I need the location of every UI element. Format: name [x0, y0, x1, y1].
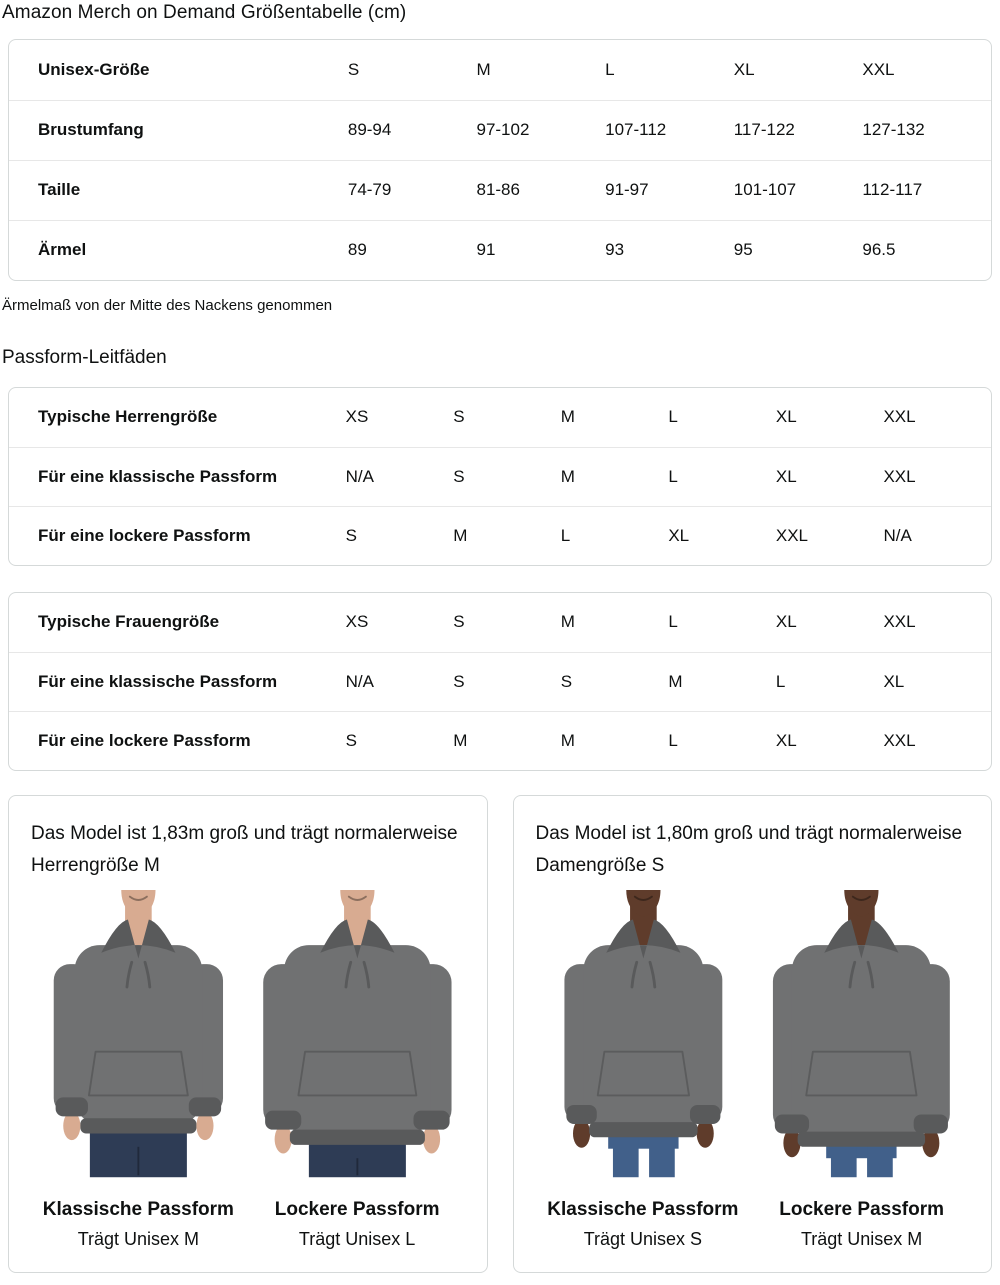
size-label: Trägt Unisex M	[77, 1228, 200, 1249]
size-cell: S	[453, 671, 465, 691]
size-cell: L	[668, 466, 678, 486]
unisex-size-table	[8, 39, 992, 281]
measure-cell: 96.5	[862, 240, 896, 260]
size-cell: L	[775, 671, 786, 691]
measure-cell: 74-79	[347, 180, 392, 200]
size-cell: S	[345, 525, 357, 545]
size-cell: L	[668, 407, 678, 427]
size-cell: M	[560, 612, 575, 632]
size-cell: L	[605, 59, 615, 79]
fit-guides-heading: Passform-Leitfäden	[2, 347, 167, 368]
size-cell: XS	[345, 407, 369, 427]
measure-cell: 93	[605, 240, 625, 260]
table-row	[9, 652, 991, 711]
size-cell: M	[476, 59, 491, 79]
size-cell: L	[560, 525, 571, 545]
size-cell: XXL	[883, 612, 916, 632]
fit-label: Klassische Passform	[547, 1198, 739, 1220]
model-figure	[29, 890, 248, 1250]
measure-cell: 101-107	[733, 180, 797, 200]
model-figure	[248, 890, 467, 1250]
measure-cell: 91	[476, 240, 496, 260]
model-photo-loose-women	[752, 890, 971, 1186]
table-row	[9, 388, 991, 447]
size-cell: XXL	[775, 525, 809, 545]
fit-label: Lockere Passform	[779, 1198, 944, 1220]
page-title: Amazon Merch on Demand Größentabelle (cm)	[2, 2, 407, 23]
size-cell: S	[453, 612, 465, 632]
size-cell: M	[560, 466, 575, 486]
size-cell: XL	[775, 466, 797, 486]
mens-model-card	[8, 795, 488, 1273]
size-cell: S	[453, 466, 465, 486]
table-row	[9, 40, 991, 100]
measure-cell: 91-97	[605, 180, 649, 200]
row-label: Unisex-Größe	[38, 59, 150, 79]
measure-cell: 89	[347, 240, 367, 260]
size-cell: N/A	[883, 525, 912, 545]
size-cell: XXL	[862, 59, 895, 79]
sleeve-measurement-note: Ärmelmaß von der Mitte des Nackens genommen	[2, 297, 333, 314]
table-row	[9, 160, 991, 220]
size-label: Trägt Unisex S	[583, 1228, 703, 1249]
model-photo-classic-men	[29, 890, 248, 1186]
table-row	[9, 100, 991, 160]
measure-cell: 107-112	[605, 120, 667, 140]
model-photo-classic-women	[534, 890, 753, 1186]
figure-caption	[29, 1199, 248, 1250]
measure-cell: 127-132	[862, 120, 925, 140]
row-label: Für eine lockere Passform	[38, 525, 251, 545]
size-cell: XL	[775, 407, 797, 427]
mens-fit-table	[8, 387, 992, 566]
size-cell: M	[668, 671, 683, 691]
measure-cell: 81-86	[476, 180, 520, 200]
size-cell: S	[345, 730, 357, 750]
size-cell: N/A	[345, 671, 374, 691]
row-label: Für eine lockere Passform	[38, 730, 251, 750]
size-cell: M	[560, 730, 575, 750]
size-cell: XXL	[883, 730, 916, 750]
size-cell: XL	[668, 525, 690, 545]
size-cell: N/A	[345, 466, 374, 486]
fit-label: Klassische Passform	[42, 1198, 234, 1220]
size-cell: S	[560, 671, 573, 691]
size-cell: S	[453, 407, 465, 427]
size-cell: M	[453, 525, 468, 545]
size-cell: XXL	[883, 407, 916, 427]
measure-cell: 117-122	[733, 120, 795, 140]
model-photo-loose-men	[248, 890, 467, 1186]
row-label: Typische Frauengröße	[38, 612, 220, 632]
size-label: Trägt Unisex M	[800, 1228, 923, 1249]
size-cell: XL	[775, 730, 797, 750]
row-label: Typische Herrengröße	[38, 407, 218, 427]
table-row	[9, 593, 991, 652]
figures-row	[29, 890, 467, 1250]
row-label: Für eine klassische Passform	[38, 466, 278, 486]
measure-cell: 112-117	[862, 180, 923, 200]
model-figure	[534, 890, 753, 1250]
figure-caption	[248, 1199, 467, 1250]
womens-fit-table	[8, 592, 992, 771]
size-cell: XL	[775, 612, 797, 632]
size-cell: M	[560, 407, 575, 427]
size-cell: L	[668, 612, 678, 632]
model-figure	[752, 890, 971, 1250]
size-cell: XL	[733, 59, 755, 79]
size-cell: XXL	[883, 466, 916, 486]
size-cell: S	[347, 59, 360, 79]
womens-model-card	[513, 795, 993, 1273]
row-label: Taille	[38, 180, 81, 200]
size-cell: XS	[345, 612, 369, 632]
fit-label: Lockere Passform	[274, 1198, 440, 1220]
row-label: Brustumfang	[38, 120, 144, 140]
figure-caption	[534, 1199, 753, 1250]
measure-cell: 89-94	[347, 120, 392, 140]
table-row	[9, 447, 991, 506]
size-cell: XL	[883, 671, 905, 691]
row-label: Für eine klassische Passform	[38, 671, 278, 691]
size-cell: L	[668, 730, 678, 750]
table-row	[9, 711, 991, 770]
row-label: Ärmel	[38, 240, 87, 260]
figure-caption	[752, 1199, 971, 1250]
table-row	[9, 506, 991, 565]
measure-cell: 95	[733, 240, 753, 260]
size-label: Trägt Unisex L	[298, 1228, 416, 1249]
measure-cell: 97-102	[476, 120, 530, 140]
model-description: Das Model ist 1,80m groß und trägt normalerweise Damengröße S	[535, 823, 963, 876]
model-cards-row	[8, 795, 992, 1273]
size-cell: M	[453, 730, 468, 750]
model-description: Das Model ist 1,83m groß und trägt normalerweise Herrengröße M	[31, 823, 458, 876]
table-row	[9, 220, 991, 280]
figures-row	[534, 890, 972, 1250]
